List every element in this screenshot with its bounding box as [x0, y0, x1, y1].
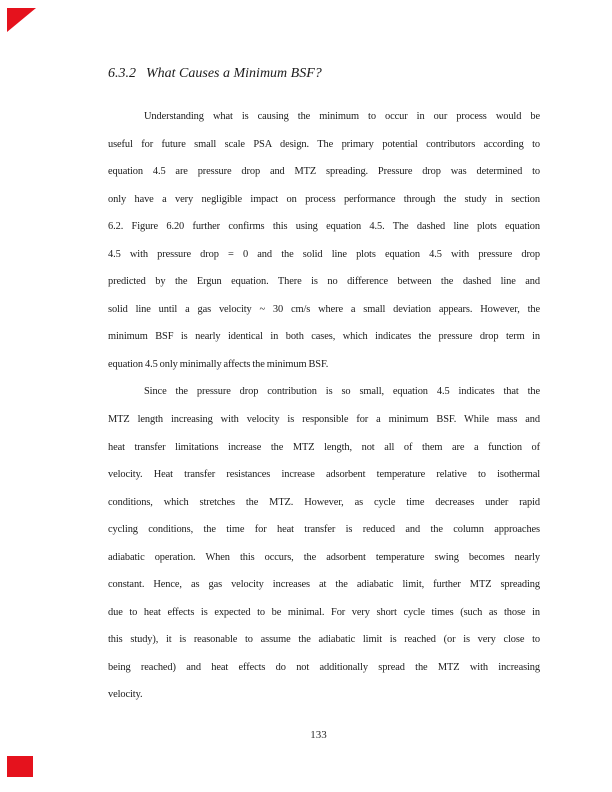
section-heading [108, 64, 540, 84]
page-number: 133 [310, 729, 327, 741]
text-line: Since the pressure drop contribution is so small, equation 4.5 indicates that the [144, 386, 540, 398]
corner-mark-square [7, 756, 33, 777]
text-line: velocity. Heat transfer resistances increase adsorbent temperature relative to isothermal [108, 469, 540, 481]
text-line: adiabatic operation. When this occurs, the adsorbent temperature swing becomes nearly [108, 551, 540, 563]
text-line: minimum BSF is nearly identical in both cases, which indicates the pressure drop term in [108, 331, 540, 343]
text-line: only have a very negligible impact on process performance through the study in section [108, 193, 540, 205]
text-line: cycling conditions, the time for heat transfer is reduced and the column approaches [108, 524, 540, 536]
text-line: velocity. [108, 689, 143, 701]
text-line: useful for future small scale PSA design. The primary potential contributors according to [108, 138, 540, 150]
body-text [108, 103, 540, 709]
text-line: conditions, which stretches the MTZ. However, as cycle time decreases under rapid [108, 496, 540, 508]
text-line: due to heat effects is expected to be minimal. For very short cycle times (such as those in [108, 606, 540, 618]
text-line: this study), it is reasonable to assume the adiabatic limit is reached (or is very close to [108, 634, 540, 646]
text-line: Understanding what is causing the minimum to occur in our process would be [144, 111, 540, 122]
text-line: being reached) and heat effects do not additionally spread the MTZ with increasing [108, 661, 540, 673]
text-line: 4.5 with pressure drop = 0 and the solid line plots equation 4.5 with pressure drop [108, 248, 540, 260]
corner-mark-triangle-icon [7, 8, 36, 32]
text-line: solid line until a gas velocity ~ 30 cm/s where a small deviation appears. However, the [108, 303, 540, 315]
text-line: constant. Hence, as gas velocity increases at the adiabatic limit, further MTZ spreading [108, 579, 540, 591]
text-line: predicted by the Ergun equation. There is no difference between the dashed line and [108, 276, 540, 288]
text-line: equation 4.5 only minimally affects the minimum BSF. [108, 358, 329, 370]
text-line: heat transfer limitations increase the MTZ length, not all of them are a function of [108, 441, 540, 453]
text-line: equation 4.5 are pressure drop and MTZ spreading. Pressure drop was determined to [108, 166, 540, 178]
text-line: MTZ length increasing with velocity is responsible for a minimum BSF. While mass and [108, 414, 540, 426]
section-title: What Causes a Minimum BSF? [146, 66, 322, 81]
text-line: 6.2. Figure 6.20 further confirms this using equation 4.5. The dashed line plots equation [108, 221, 540, 233]
section-number: 6.3.2 [108, 66, 136, 81]
